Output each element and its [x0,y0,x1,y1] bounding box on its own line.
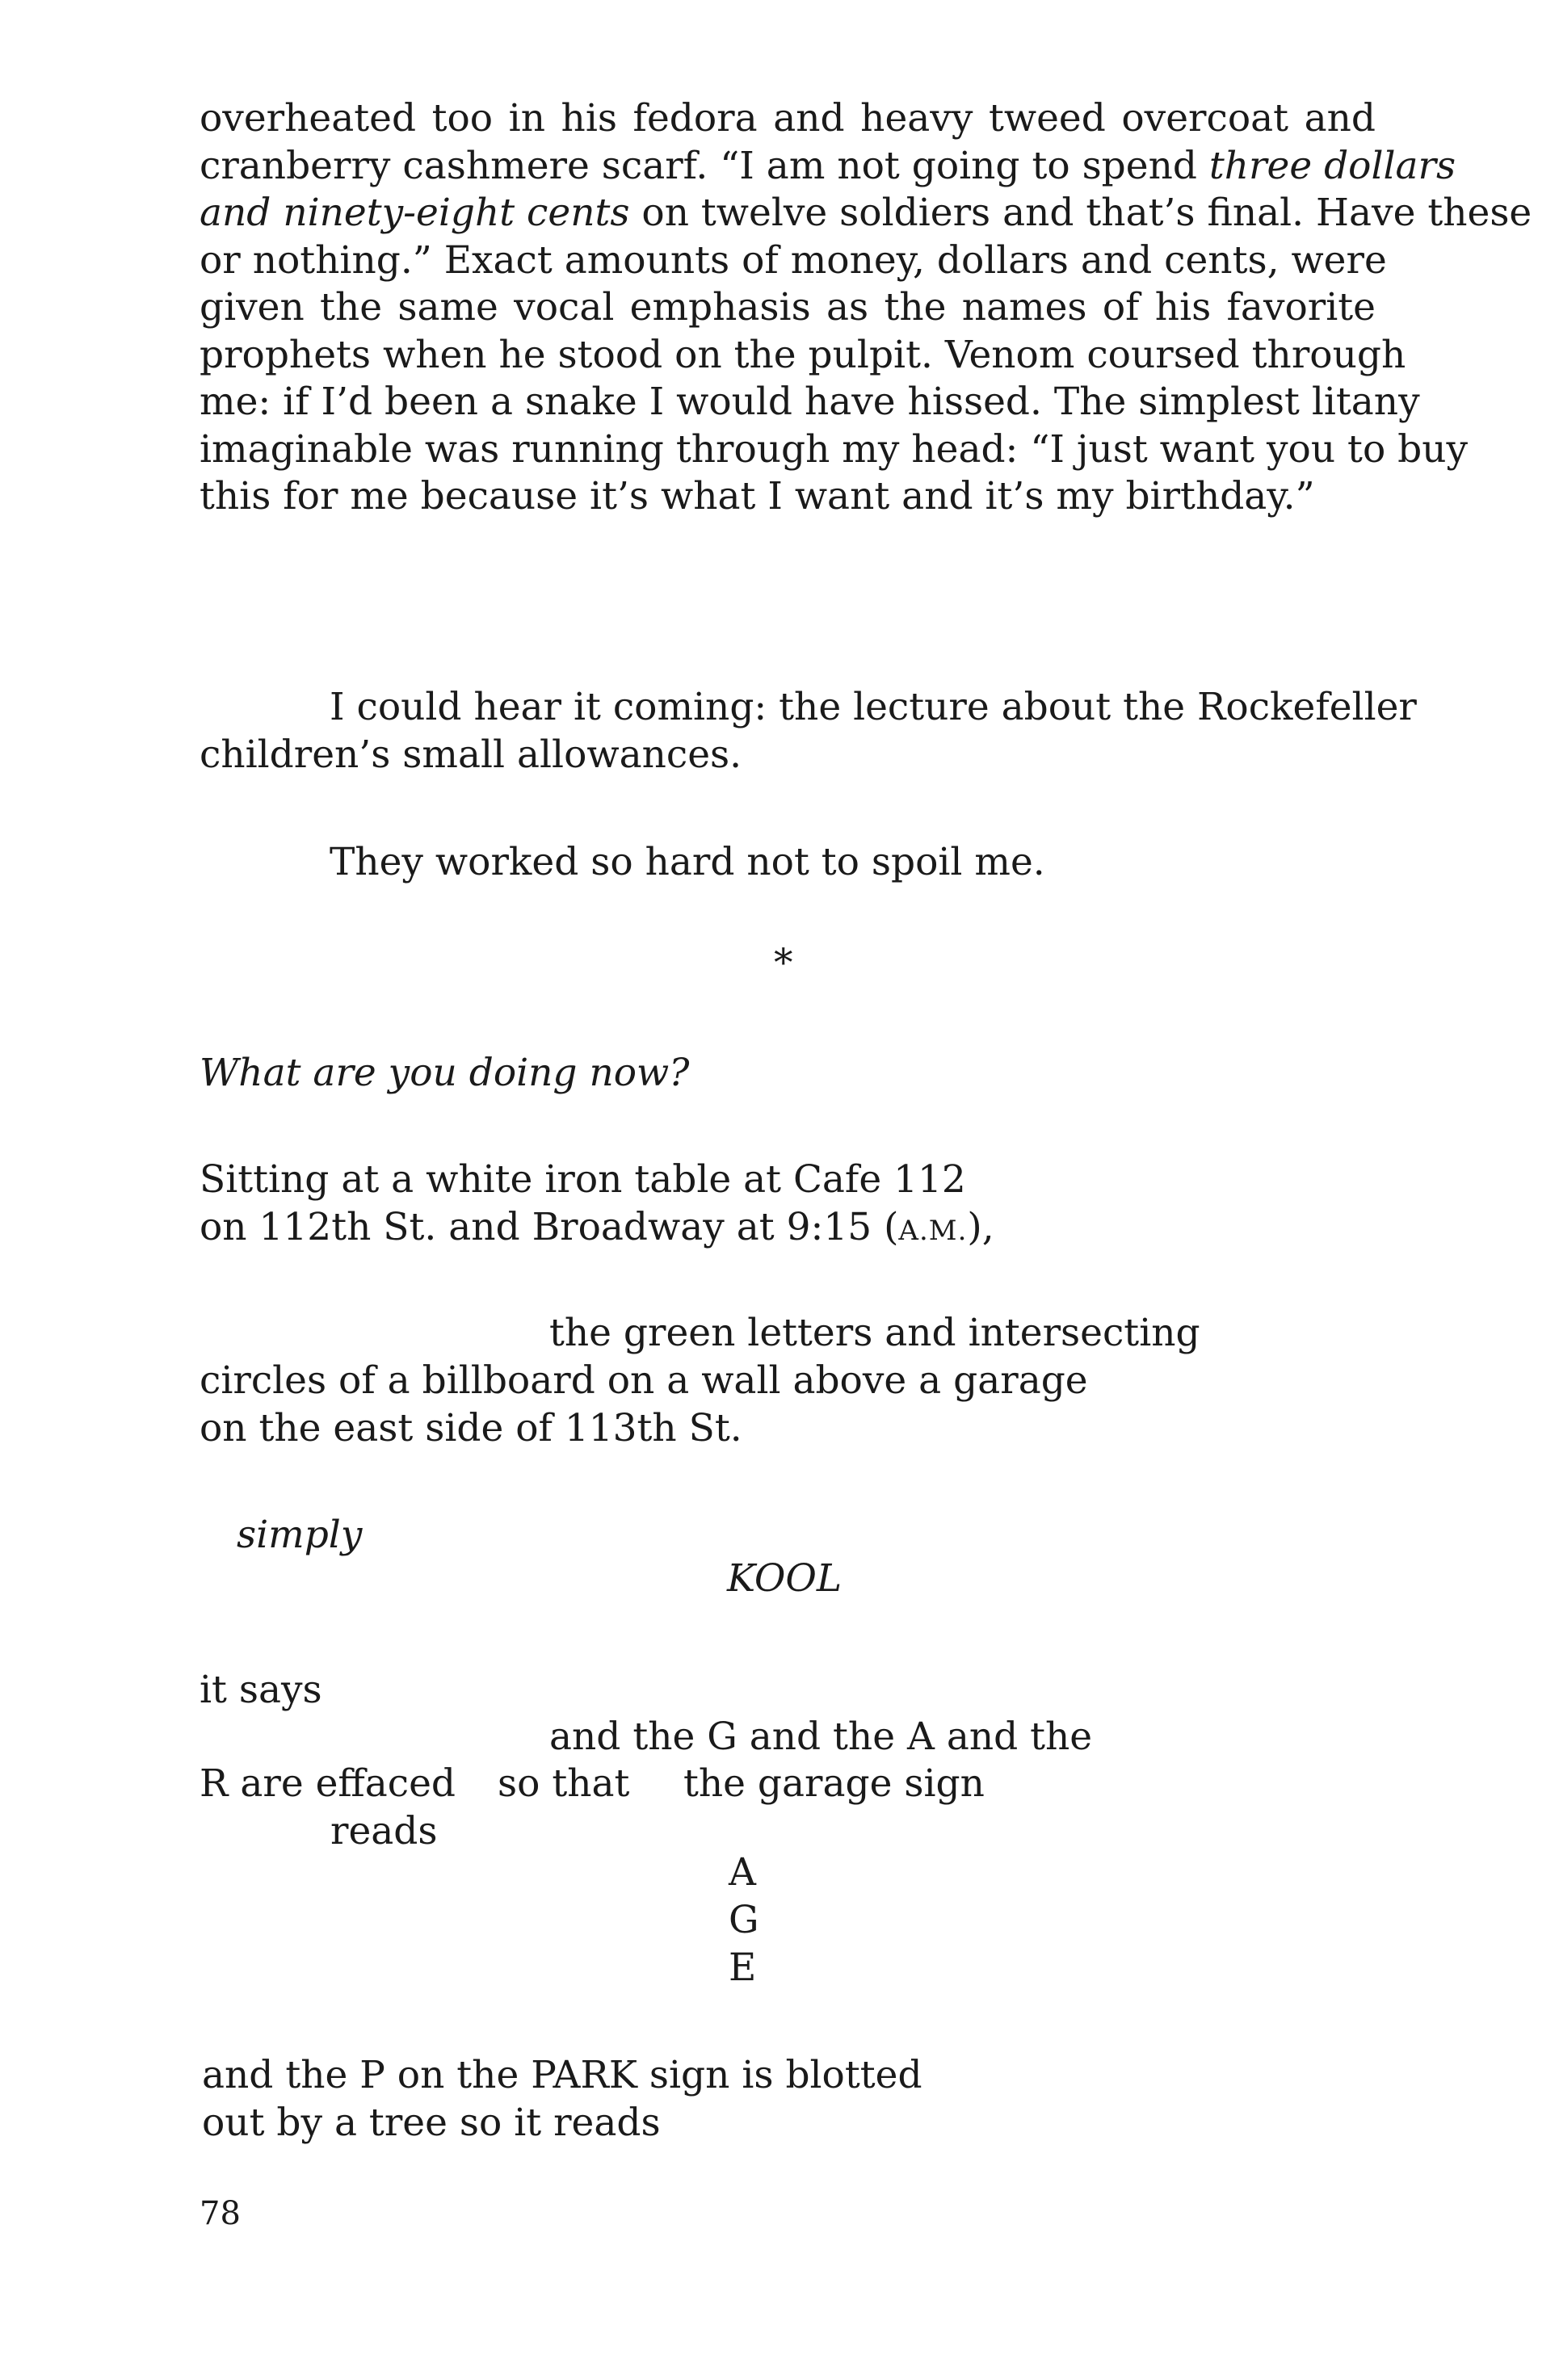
answer-line-2: on 112th St. and Broadway at 9:15 (A.M.), [200,1205,994,1249]
page-number: 78 [200,2195,241,2232]
poem-r-are-effaced: R are effaced [200,1761,456,1806]
text-line: or nothing.” Exact amounts of money, dollars and cents, were [200,237,1387,283]
billboard-line-2: circles of a billboard on a wall above a garage [200,1358,1088,1403]
poem-kool: KOOL [727,1556,843,1601]
poem-simply: simply [237,1513,363,1557]
paragraph-2-line-1: I could hear it coming: the lecture about the Rockefeller [330,685,1417,729]
closing-line-2: out by a tree so it reads [202,2101,661,2145]
poem-so-that: so that [498,1761,630,1806]
poem-letter-e: E [729,1946,757,1990]
text-line: and ninety-eight cents on twelve soldiers and that’s final. Have these [200,191,1532,235]
poem-letter-a: A [729,1850,756,1895]
closing-line-1: and the P on the PARK sign is blotted [202,2053,922,2097]
paragraph-1 [200,95,1532,521]
text-line: me: if I’d been a snake I would have hissed. The simplest litany [200,380,1420,424]
emphasis: and ninety-eight cents [200,191,630,235]
small-caps: A.M. [898,1215,968,1247]
section-break: * [774,941,793,985]
question: What are you doing now? [200,1051,690,1095]
paragraph-3: They worked so hard not to spoil me. [330,840,1045,884]
text-line: imaginable was running through my head: “I just want you to buy [200,426,1469,472]
poem-and-the-g: and the G and the A and the [549,1715,1093,1759]
poem-reads: reads [330,1809,438,1853]
poem-garage-sign: the garage sign [683,1761,985,1806]
text-line: given the same vocal emphasis as the names of his favorite [200,285,1376,330]
billboard-line-3: on the east side of 113th St. [200,1406,742,1450]
text-line: this for me because it’s what I want and it’s my birthday.” [200,474,1315,518]
emphasis: three dollars [1208,143,1456,188]
poem-letter-g: G [729,1898,759,1942]
text-line: prophets when he stood on the pulpit. Venom coursed through [200,332,1406,377]
text-line: cranberry cashmere scarf. “I am not going to spend three dollars [200,143,1456,188]
answer-line-1: Sitting at a white iron table at Cafe 112 [200,1157,966,1202]
billboard-line-1: the green letters and intersecting [549,1311,1200,1355]
paragraph-2-line-2: children’s small allowances. [200,732,742,777]
text-line: overheated too in his fedora and heavy tweed overcoat and [200,96,1376,141]
poem-it-says: it says [200,1668,322,1712]
